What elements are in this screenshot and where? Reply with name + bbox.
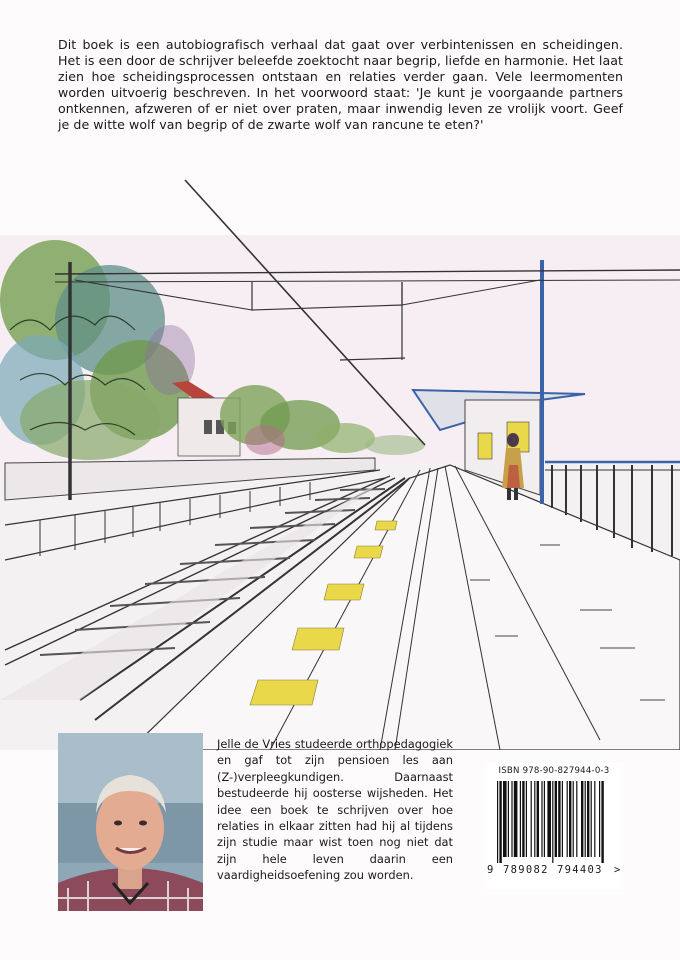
barcode-bar <box>558 781 560 857</box>
barcode-bar <box>537 781 539 857</box>
author-bio: Jelle de Vries studeerde orthopedagogiek en gaf tot zijn pensioen les aan (Z-)verpleegkundigen. Daarnaast bestudeerde hij oosterse wijsheden. Het idee een boek te schrijven over hoe relaties in elkaar zitten had hij al tijdens zijn studie maar wist toen nog niet dat zijn hele leven daarin een vaardigheidsoefening zou worden. <box>217 737 453 883</box>
barcode-bar <box>503 781 507 857</box>
barcode-bar <box>544 781 545 857</box>
barcode-bar <box>587 781 589 857</box>
author-photo <box>58 733 203 911</box>
barcode-bar <box>601 781 603 863</box>
blurb-text: Dit boek is een autobiografisch verhaal dat gaat over verbintenissen en scheidingen. Het is een door de schrijver beleefde zoektocht naar begrip, liefde en harmonie. Het laat zien hoe scheidingsprocessen ontstaan en relaties verder gaan. Vele leermomenten worden uitvoerig beschreven. In het voorwoord staat: 'Je kunt je voorgaande partners ontkennen, afzweren of er niet over praten, maar inwendig leven ze vrolijk voort. Geef je de witte wolf van begrip of de zwarte wolf van rancune te eten?' <box>58 37 623 133</box>
barcode-bar <box>522 781 524 857</box>
barcode-digits-left: 789082 <box>503 864 549 876</box>
barcode-bar <box>591 781 592 857</box>
barcode-bar <box>531 781 532 857</box>
barcode-digit-first: 9 <box>487 864 494 876</box>
barcode-bars <box>485 781 623 865</box>
isbn-label: ISBN 978-90-827944-0-3 <box>498 766 610 776</box>
barcode-bar <box>581 781 583 857</box>
barcode-marker: > <box>614 864 621 876</box>
barcode-panel <box>485 763 623 889</box>
barcode-bar <box>573 781 574 857</box>
barcode-bar <box>541 781 542 857</box>
barcode-bar <box>547 781 551 857</box>
barcode-bar <box>585 781 586 857</box>
barcode-bar <box>526 781 527 857</box>
barcode-bar <box>534 781 535 857</box>
barcode-bar <box>511 781 512 857</box>
barcode-bar <box>497 781 498 863</box>
barcode-bar <box>567 781 568 857</box>
barcode-bar <box>520 781 521 857</box>
barcode-bar <box>555 781 557 857</box>
barcode-bar <box>569 781 571 857</box>
barcode-bar <box>594 781 595 857</box>
barcode-bar <box>499 781 501 863</box>
barcode-digits-right: 794403 <box>557 864 603 876</box>
barcode-bar <box>576 781 577 857</box>
barcode-bar <box>514 781 518 857</box>
barcode-bar <box>562 781 563 857</box>
railway-platform-illustration <box>0 170 680 750</box>
barcode-bar <box>508 781 509 857</box>
barcode-bar <box>552 781 553 863</box>
barcode-bar <box>599 781 600 857</box>
